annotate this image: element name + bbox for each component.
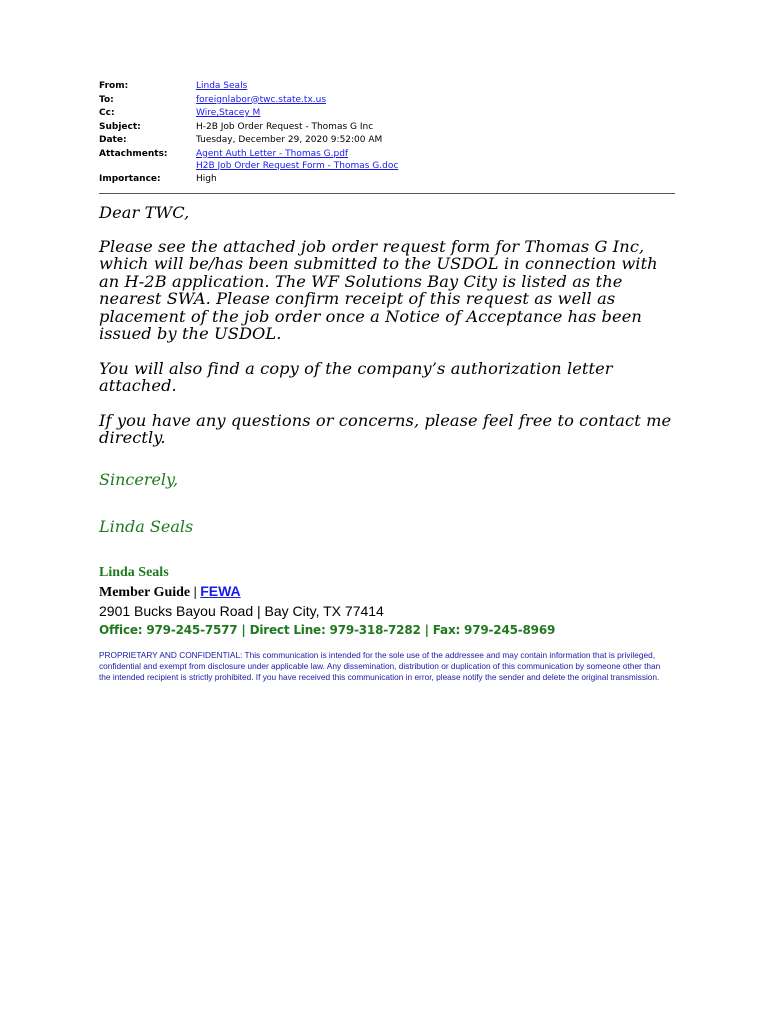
- attachments-list: [196, 148, 675, 172]
- attachment-link[interactable]: H2B Job Order Request Form - Thomas G.doc: [196, 160, 399, 171]
- subject-row: [99, 121, 675, 135]
- cc-link[interactable]: Wire,Stacey M: [196, 108, 261, 118]
- from-row: [99, 80, 675, 94]
- signature-name: Linda Seals: [99, 565, 169, 580]
- attachments-label: Attachments:: [99, 148, 168, 159]
- to-row: [99, 94, 675, 108]
- org-link[interactable]: FEWA: [200, 583, 241, 599]
- header-divider: [99, 193, 675, 194]
- greeting: Dear TWC,: [99, 203, 190, 222]
- confidentiality-disclaimer: PROPRIETARY AND CONFIDENTIAL: This communication is intended for the sole use of the addressee and may contain information that is privileged, confidential and exempt from disclosure under applicable law. Any dissemination, distribution or duplication of this communication by someone other than the intended recipient is strictly prohibited. If you have received this communication in error, please notify the sender and delete the original transmission.: [99, 650, 661, 682]
- cc-label: Cc:: [99, 108, 115, 118]
- email-header: [99, 80, 675, 186]
- subject-label: Subject:: [99, 121, 141, 132]
- to-label: To:: [99, 94, 114, 105]
- signature-address: 2901 Bucks Bayou Road | Bay City, TX 77414: [99, 603, 384, 619]
- signature-block: [99, 563, 679, 640]
- body-paragraph: You will also find a copy of the company’s authorization letter attached.: [99, 358, 613, 395]
- closing-signature-name: Linda Seals: [99, 517, 194, 536]
- from-label: From:: [99, 81, 129, 91]
- signature-phones: Office: 979-245-7577 | Direct Line: 979-318-7282 | Fax: 979-245-8969: [99, 623, 556, 637]
- importance-value: High: [196, 173, 217, 184]
- body-paragraph: If you have any questions or concerns, please feel free to contact me directly.: [99, 410, 672, 447]
- importance-label: Importance:: [99, 173, 161, 184]
- date-row: [99, 134, 675, 148]
- date-value: Tuesday, December 29, 2020 9:52:00 AM: [196, 135, 383, 145]
- date-label: Date:: [99, 135, 127, 145]
- importance-row: [99, 173, 675, 187]
- attachments-row: [99, 148, 675, 172]
- email-body: [99, 204, 679, 464]
- from-link[interactable]: Linda Seals: [196, 81, 248, 91]
- subject-value: H-2B Job Order Request - Thomas G Inc: [196, 121, 374, 132]
- closing-sincerely: Sincerely,: [99, 470, 179, 489]
- cc-row: [99, 107, 675, 121]
- attachment-link[interactable]: Agent Auth Letter - Thomas G.pdf: [196, 148, 349, 159]
- signature-title: [99, 582, 679, 602]
- signature-title-text: Member Guide |: [99, 585, 197, 600]
- to-link[interactable]: foreignlabor@twc.state.tx.us: [196, 94, 327, 105]
- body-paragraph: Please see the attached job order request form for Thomas G Inc, which will be/has been submitted to the USDOL in connection with an H-2B application. The WF Solutions Bay City is listed as the nearest SWA. Please confirm receipt of this request as well as placement of the job order once a Notice of Acceptance has been issued by the USDOL.: [99, 236, 658, 343]
